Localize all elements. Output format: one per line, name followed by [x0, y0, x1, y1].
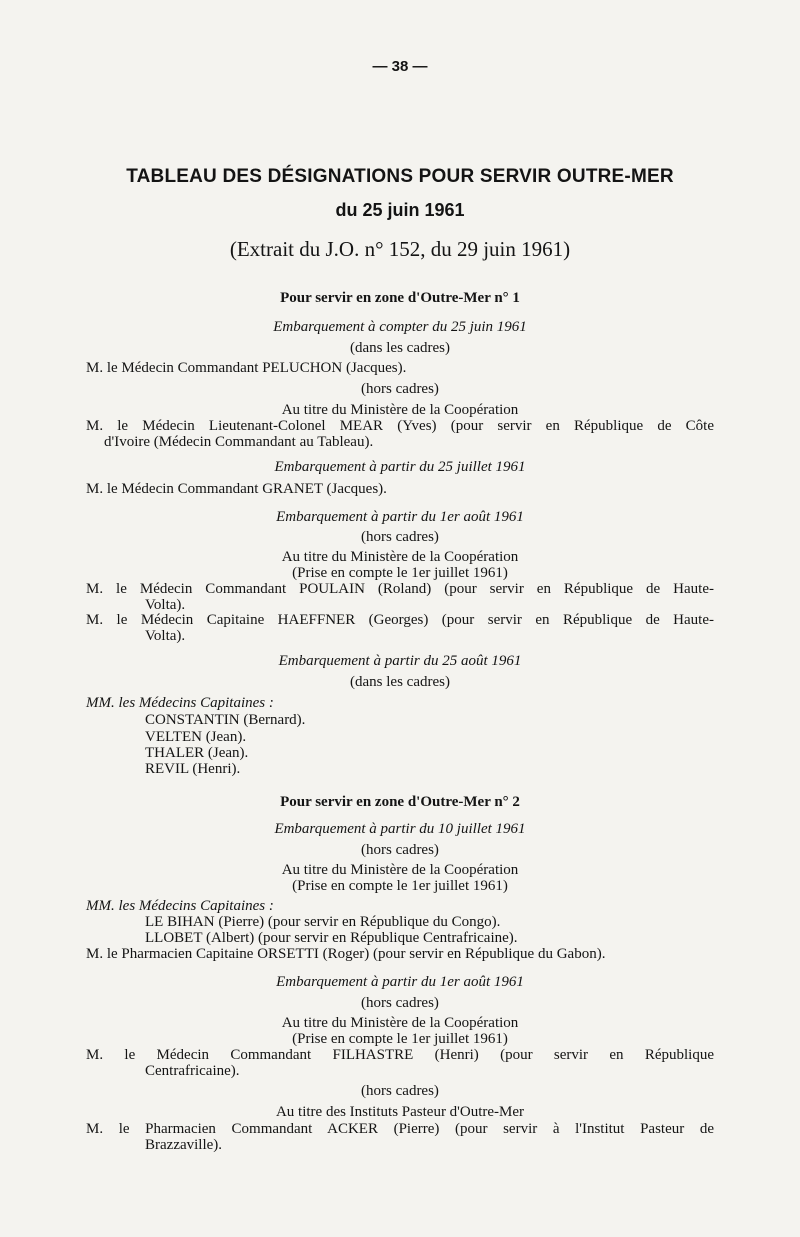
captain-revil: REVIL (Henri). [145, 761, 241, 777]
entry-mear-line1: M. le Médecin Lieutenant-Colonel MEAR (Yves) (pour servir en République de Côte [86, 418, 714, 434]
zone2-out-cadres-3: (hors cadres) [361, 1083, 439, 1099]
zone2-out-cadres: (hors cadres) [361, 842, 439, 858]
zone1-cooperation-2: Au titre du Ministère de la Coopération [281, 549, 519, 565]
zone2-taken-into-account-2: (Prise en compte le 1er juillet 1961) [292, 1031, 508, 1047]
captain-thaler: THALER (Jean). [145, 745, 249, 761]
page-number: — 38 — [372, 58, 428, 75]
entry-haeffner-line1: M. le Médecin Capitaine HAEFFNER (Georges) (pour servir en République de Haute- [86, 612, 714, 628]
zone2-embarkation-1: Embarquement à partir du 10 juillet 1961 [274, 821, 526, 837]
zone2-embarkation-2: Embarquement à partir du 1er août 1961 [276, 974, 524, 990]
zone1-heading: Pour servir en zone d'Outre-Mer n° 1 [280, 290, 520, 306]
zone1-embarkation-4: Embarquement à partir du 25 août 1961 [278, 653, 522, 669]
zone1-in-cadres-2: (dans les cadres) [350, 674, 450, 690]
zone2-taken-into-account: (Prise en compte le 1er juillet 1961) [292, 878, 508, 894]
document-title: TABLEAU DES DÉSIGNATIONS POUR SERVIR OUTRE-MER [126, 166, 674, 187]
entry-acker-line2: Brazzaville). [145, 1137, 223, 1153]
source-extract: (Extrait du J.O. n° 152, du 29 juin 1961) [229, 237, 571, 261]
entry-granet: M. le Médecin Commandant GRANET (Jacques). [86, 481, 387, 497]
zone1-embarkation-3: Embarquement à partir du 1er août 1961 [276, 509, 524, 525]
entry-poulain-line2: Volta). [145, 597, 186, 613]
zone1-out-cadres: (hors cadres) [361, 381, 439, 397]
captain-velten: VELTEN (Jean). [145, 729, 247, 745]
zone1-out-cadres-2: (hors cadres) [361, 529, 439, 545]
zone2-captains-label: MM. les Médecins Capitaines : [86, 898, 274, 914]
entry-acker-line1: M. le Pharmacien Commandant ACKER (Pierre) (pour servir à l'Institut Pasteur de [86, 1121, 714, 1137]
entry-haeffner-line2: Volta). [145, 628, 186, 644]
zone1-captains-label: MM. les Médecins Capitaines : [86, 695, 274, 711]
entry-le-bihan: LE BIHAN (Pierre) (pour servir en République du Congo). [145, 914, 501, 930]
entry-peluchon: M. le Médecin Commandant PELUCHON (Jacques). [86, 360, 407, 376]
captain-constantin: CONSTANTIN (Bernard). [145, 712, 306, 728]
zone2-cooperation-2: Au titre du Ministère de la Coopération [281, 1015, 519, 1031]
zone2-heading: Pour servir en zone d'Outre-Mer n° 2 [280, 794, 520, 810]
zone1-cooperation: Au titre du Ministère de la Coopération [281, 402, 519, 418]
entry-mear-line2: d'Ivoire (Médecin Commandant au Tableau). [104, 434, 374, 450]
zone1-in-cadres: (dans les cadres) [350, 340, 450, 356]
entry-filhastre-line1: M. le Médecin Commandant FILHASTRE (Henri) (pour servir en République [86, 1047, 714, 1063]
zone2-cooperation: Au titre du Ministère de la Coopération [281, 862, 519, 878]
entry-filhastre-line2: Centrafricaine). [145, 1063, 240, 1079]
entry-poulain-line1: M. le Médecin Commandant POULAIN (Roland) (pour servir en République de Haute- [86, 581, 714, 597]
document-subtitle: du 25 juin 1961 [335, 200, 465, 220]
entry-orsetti: M. le Pharmacien Capitaine ORSETTI (Roger) (pour servir en République du Gabon). [86, 946, 606, 962]
zone1-embarkation-1: Embarquement à compter du 25 juin 1961 [273, 319, 527, 335]
zone2-pasteur: Au titre des Instituts Pasteur d'Outre-Mer [275, 1104, 525, 1120]
zone1-embarkation-2: Embarquement à partir du 25 juillet 1961 [274, 459, 526, 475]
zone2-out-cadres-2: (hors cadres) [361, 995, 439, 1011]
entry-llobet: LLOBET (Albert) (pour servir en République Centrafricaine). [145, 930, 518, 946]
zone1-taken-into-account: (Prise en compte le 1er juillet 1961) [292, 565, 508, 581]
